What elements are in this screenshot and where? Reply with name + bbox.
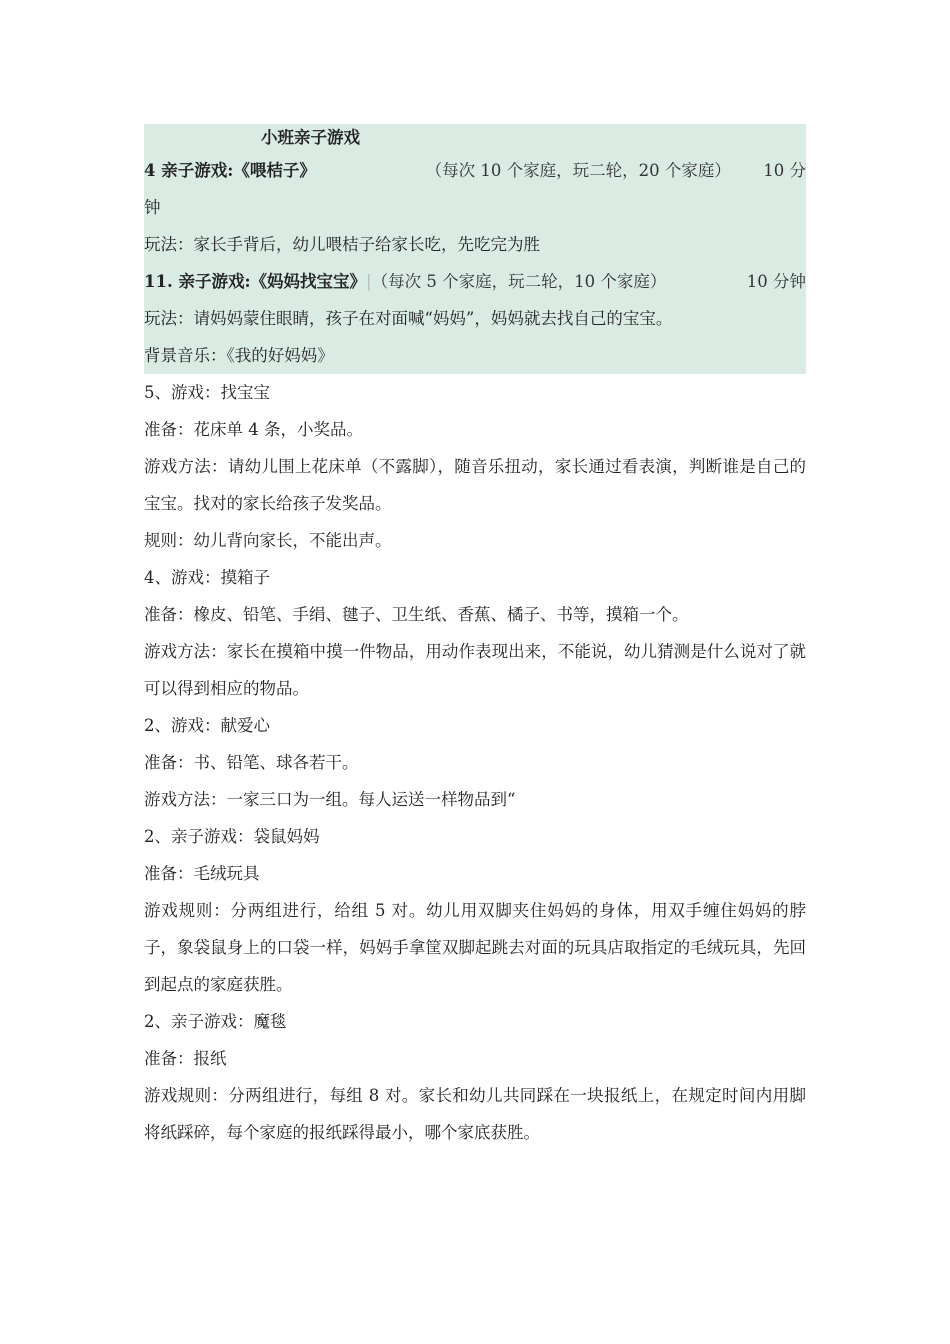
game2-heading: [144, 263, 806, 300]
body-content: [144, 374, 806, 1151]
paragraph: 游戏规则：分两组进行，每组 8 对。家长和幼儿共同踩在一块报纸上，在规定时间内用脚将纸踩碎，每个家庭的报纸踩得最小，哪个家底获胜。: [144, 1086, 806, 1142]
game2-name: 11. 亲子游戏:《妈妈找宝宝》: [144, 272, 367, 291]
paragraph: 游戏方法：家长在摸箱中摸一件物品，用动作表现出来，不能说，幼儿猜测是什么说对了就可以得到相应的物品。: [144, 642, 806, 698]
paragraph: 游戏方法：请幼儿围上花床单（不露脚），随音乐扭动，家长通过看表演，判断谁是自己的宝宝。找对的家长给孩子发奖品。: [144, 457, 806, 513]
game2-detail: （每次 5 个家庭，玩二轮，10 个家庭）: [371, 272, 667, 291]
paragraph: 2、游戏：献爱心: [144, 716, 270, 735]
paragraph: 规则：幼儿背向家长，不能出声。: [144, 531, 392, 550]
paragraph: 游戏规则：分两组进行，给组 5 对。幼儿用双脚夹住妈妈的身体，用双手缠住妈妈的脖子，象袋鼠身上的口袋一样，妈妈手拿筐双脚起跳去对面的玩具店取指定的毛绒玩具，先回到起点的家庭获胜。: [144, 901, 806, 994]
document-page: [144, 124, 806, 1151]
game1-detail: （每次 10 个家庭，玩二轮，20 个家庭）: [425, 161, 731, 180]
page-title: 小班亲子游戏: [261, 128, 360, 147]
game1-time: 10 分: [763, 161, 806, 180]
highlighted-section: [144, 124, 806, 374]
game1-rule: 玩法：家长手背后，幼儿喂桔子给家长吃，先吃完为胜: [144, 235, 540, 254]
game2-separator: |: [366, 272, 372, 291]
paragraph: 准备：报纸: [144, 1049, 227, 1068]
paragraph: 2、亲子游戏：魔毯: [144, 1012, 287, 1031]
paragraph: 2、亲子游戏：袋鼠妈妈: [144, 827, 320, 846]
paragraph: 5、游戏：找宝宝: [144, 383, 270, 402]
paragraph: 准备：花床单 4 条，小奖品。: [144, 420, 363, 439]
game1-name: 4 亲子游戏:《喂桔子》: [144, 161, 316, 180]
paragraph: 准备：橡皮、铅笔、手绢、毽子、卫生纸、香蕉、橘子、书等，摸箱一个。: [144, 605, 689, 624]
game1-heading: [144, 152, 806, 189]
game2-rule: 玩法：请妈妈蒙住眼睛，孩子在对面喊“妈妈”，妈妈就去找自己的宝宝。: [144, 309, 673, 328]
game1-time-cont: 钟: [144, 198, 161, 217]
paragraph: 游戏方法：一家三口为一组。每人运送一样物品到“: [144, 790, 516, 809]
paragraph: 4、游戏：摸箱子: [144, 568, 270, 587]
paragraph: 准备：毛绒玩具: [144, 864, 260, 883]
paragraph: 准备：书、铅笔、球各若干。: [144, 753, 359, 772]
game2-music: 背景音乐：《我的好妈妈》: [144, 346, 334, 365]
game2-time: 10 分钟: [746, 272, 806, 291]
